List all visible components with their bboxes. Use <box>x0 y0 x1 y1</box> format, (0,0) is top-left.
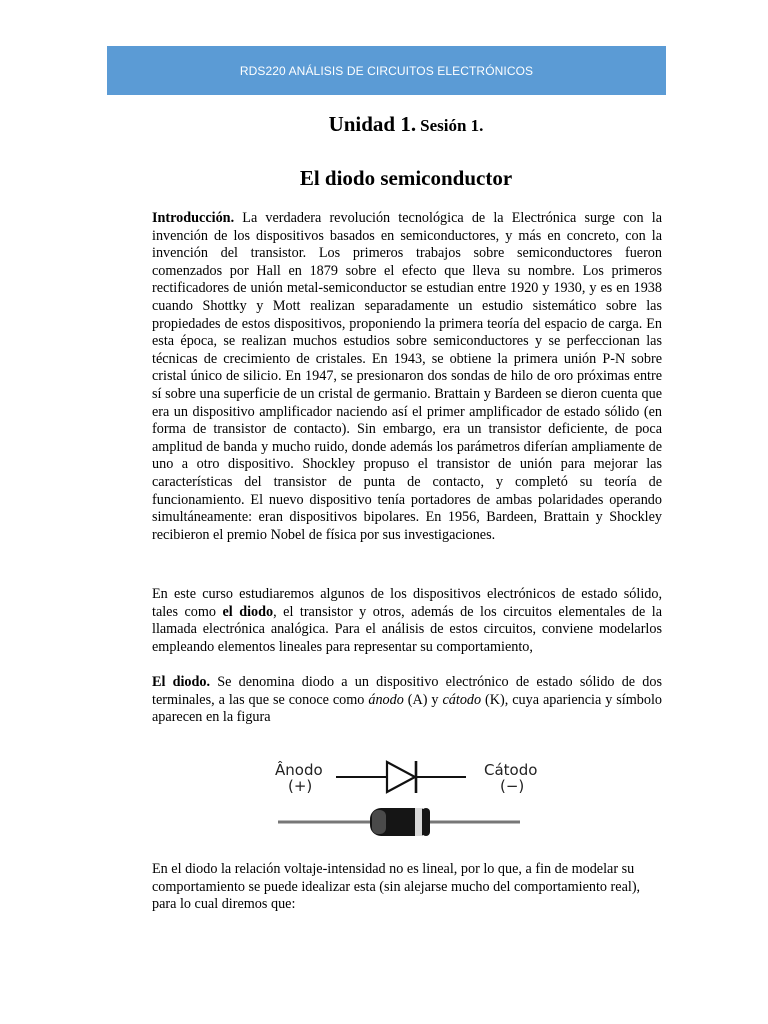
course-text-b: , el transistor y otros, además de los circuitos elementales de la llamada electrónica analógica. Para el análisis de estos circuitos, conviene modelarlos empleando elementos lineales para representar su comportamiento, <box>152 603 662 655</box>
page-title: El diodo semiconductor <box>299 166 513 190</box>
diode-text-c: (K), cuya apariencia y símbolo aparecen en la figura <box>152 691 662 726</box>
intro-lead: Introducción. <box>152 210 235 226</box>
course-text-a: En este curso estudiaremos algunos de los dispositivos electrónicos de estado sólido, tales como <box>152 586 662 620</box>
anode-label: Ânodo <box>275 761 323 779</box>
diode-lead: El diodo. <box>152 674 211 690</box>
diode-paragraph <box>152 674 662 727</box>
course-paragraph <box>152 586 662 656</box>
intro-text: La verdadera revolución tecnológica de la Electrónica surge con la invención de los dispositivos basados en semiconductores, y más en concreto, con la invención del transistor. Los primeros trabajos sobre semiconductores fueron comenzados por Hall en 1879 sobre el efecto que lleva su nombre. Los primeros rectificadores de unión metal-semiconductor se estudian entre 1920 y 1930, y es en 1938 cuando Shottky y Mott realizan separadamente un estudio sistemático sobre las propiedades de estos dispositivos, proponiendo la primera teoría del espacio de carga. En esta época, se realizan muchos estudios sobre semiconductores y se perfeccionan las técnicas de crecimiento de cristales. En 1943, se obtiene la primera unión P-N sobre cristal único de silicio. En 1947, se presionaron dos sondas de hilo de oro próximas entre sí sobre una superficie de un cristal de germanio. Brattain y Bardeen se dieron cuenta que era un dispositivo amplificador naciendo así el primer amplificador de estado sólido (en forma de transistor de contacto). Sin embargo, era un transistor deficiente, de poca amplitud de banda y mucho ruido, donde además los parámetros diferían ampliamente de uno a otro dispositivo. Shockley propuso el transistor de unión para mejorar las características del transistor de punta de contacto, y completó su teoría de funcionamiento. El nuevo dispositivo tenía portadores de ambas polaridades operando simultáneamente: eran dispositivos bipolares. En 1956, Bardeen, Brattain y Shockley recibieron el premio Nobel de física por sus investigaciones. <box>152 210 662 543</box>
anode-sign: (+) <box>288 777 313 795</box>
diode-figure <box>270 752 550 842</box>
closing-paragraph: En el diodo la relación voltaje-intensidad no es lineal, por lo que, a fin de modelar su comportamiento se puede idealizar esta (sin alejarse mucho del comportamiento real), para lo cual diremos que: <box>152 861 641 913</box>
header-band <box>107 46 666 95</box>
session-label: Sesión 1. <box>420 116 484 135</box>
cathode-word: cátodo <box>442 691 482 708</box>
intro-paragraph <box>152 210 662 544</box>
cathode-label: Cátodo <box>484 761 538 779</box>
anode-word: ánodo <box>368 691 404 708</box>
unit-label: Unidad 1. <box>328 112 417 136</box>
course-bold: el diodo <box>222 603 274 620</box>
diode-text-b: (A) y <box>403 691 443 708</box>
cathode-sign: (−) <box>500 777 525 795</box>
diode-text-a: Se denomina diodo a un dispositivo electrónico de estado sólido de dos terminales, a las que se conoce como <box>152 674 662 708</box>
unit-heading <box>0 112 768 137</box>
header-title: RDS220 ANÁLISIS DE CIRCUITOS ELECTRÓNICOS <box>239 63 534 78</box>
diode-component-icon <box>278 808 520 836</box>
diode-symbol <box>336 761 466 793</box>
